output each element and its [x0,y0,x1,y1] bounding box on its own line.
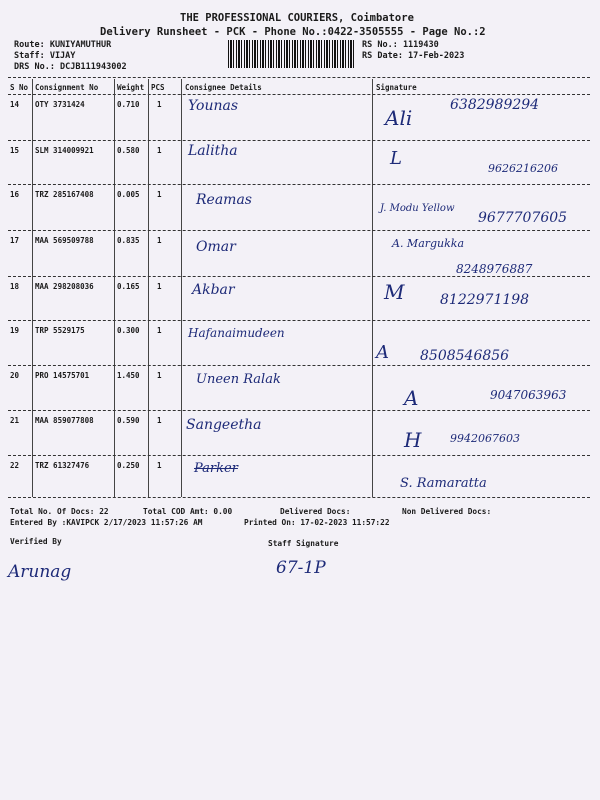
row-weight: 0.005 [117,190,140,199]
row-signature: L [390,148,402,169]
row-sno: 20 [10,371,20,380]
row-signature: A. Margukka [392,237,465,250]
row-pcs: 1 [157,146,162,155]
row-weight: 0.710 [117,100,140,109]
row-rule [8,365,590,366]
row-consignee: Parker [194,461,238,476]
row-consignment: MAA 859077808 [35,416,94,425]
row-phone: 9626216206 [488,162,558,175]
row-sno: 22 [10,461,20,470]
col-divider [181,79,182,497]
row-pcs: 1 [157,416,162,425]
row-consignment: SLM 314009921 [35,146,94,155]
col-consignment: Consignment No [35,83,99,92]
staff-signature-label: Staff Signature [268,539,339,548]
row-consignment: TRP 5529175 [35,326,85,335]
row-consignee: Hafanaimudeen [188,326,285,340]
row-rule [8,230,590,231]
row-consignee: Akbar [192,282,235,298]
row-phone: 8508546856 [420,348,510,364]
row-pcs: 1 [157,100,162,109]
row-pcs: 1 [157,461,162,470]
verified-signature: Arunag [8,562,72,582]
row-phone: 6382989294 [450,97,540,113]
staff-signature: 67-1P [276,558,326,578]
row-consignee: Sangeetha [186,417,262,433]
col-divider [32,79,33,497]
total-docs: Total No. Of Docs: 22 [10,507,109,516]
row-rule [8,276,590,277]
row-consignment: OTY 3731424 [35,100,85,109]
row-consignee: Uneen Ralak [196,372,281,387]
row-phone: 9047063963 [490,388,567,402]
row-sno: 19 [10,326,20,335]
row-sno: 18 [10,282,20,291]
row-rule [8,184,590,185]
row-signature: S. Ramaratta [400,476,487,491]
entered-by: Entered By :KAVIPCK 2/17/2023 11:57:26 AM [10,518,203,527]
row-sno: 17 [10,236,20,245]
row-phone: 8122971198 [440,292,530,308]
row-consignment: PRO 14575701 [35,371,90,380]
row-consignment: MAA 298208036 [35,282,94,291]
row-signature: A [404,386,419,410]
row-pcs: 1 [157,236,162,245]
runsheet-title: Delivery Runsheet - PCK - Phone No.:0422-3505555 - Page No.:2 [100,26,486,38]
row-consignee: Younas [188,98,239,114]
row-rule [8,410,590,411]
col-divider [372,79,373,497]
table-bottom-rule [8,497,590,498]
row-consignment: TRZ 61327476 [35,461,90,470]
row-signature: Ali [385,106,413,130]
row-rule [8,455,590,456]
row-sno: 14 [10,100,20,109]
col-divider [114,79,115,497]
row-sno: 21 [10,416,20,425]
row-rule [8,320,590,321]
row-pcs: 1 [157,190,162,199]
row-sno: 16 [10,190,20,199]
row-weight: 0.590 [117,416,140,425]
row-phone: 8248976887 [456,262,533,276]
company-name: THE PROFESSIONAL COURIERS, Coimbatore [180,12,414,24]
row-weight: 0.250 [117,461,140,470]
verified-by-label: Verified By [10,537,62,546]
staff-label: Staff: VIJAY [14,51,76,61]
row-signature: A [376,342,389,363]
col-signature: Signature [376,83,417,92]
row-weight: 1.450 [117,371,140,380]
col-divider [148,79,149,497]
col-consignee: Consignee Details [185,83,262,92]
row-pcs: 1 [157,326,162,335]
row-weight: 0.835 [117,236,140,245]
row-phone: 9677707605 [478,210,568,226]
row-signature: M [384,280,405,304]
row-consignment: TRZ 285167408 [35,190,94,199]
total-cod: Total COD Amt: 0.00 [143,507,233,516]
drs-number: DRS No.: DCJB111943002 [14,62,127,72]
row-signature: H [404,428,422,452]
non-delivered-docs: Non Delivered Docs: [402,507,492,516]
col-weight: Weight [117,83,145,92]
col-sno: S No [10,83,29,92]
row-weight: 0.580 [117,146,140,155]
row-signature: J. Modu Yellow [380,203,455,214]
row-sno: 15 [10,146,20,155]
row-weight: 0.165 [117,282,140,291]
rs-date: RS Date: 17-Feb-2023 [362,51,465,61]
route-label: Route: KUNIYAMUTHUR [14,40,112,50]
row-consignment: MAA 569509788 [35,236,94,245]
delivered-docs: Delivered Docs: [280,507,351,516]
row-consignee: Omar [196,239,236,255]
row-weight: 0.300 [117,326,140,335]
row-consignee: Lalitha [188,143,238,159]
row-pcs: 1 [157,282,162,291]
printed-on: Printed On: 17-02-2023 11:57:22 [244,518,390,527]
row-consignee: Reamas [196,192,252,208]
row-pcs: 1 [157,371,162,380]
row-rule [8,140,590,141]
table-header-rule [8,94,590,95]
barcode [228,40,354,68]
col-pcs: PCS [151,83,165,92]
table-top-rule [8,77,590,78]
rs-number: RS No.: 1119430 [362,40,439,50]
row-phone: 9942067603 [450,432,520,445]
